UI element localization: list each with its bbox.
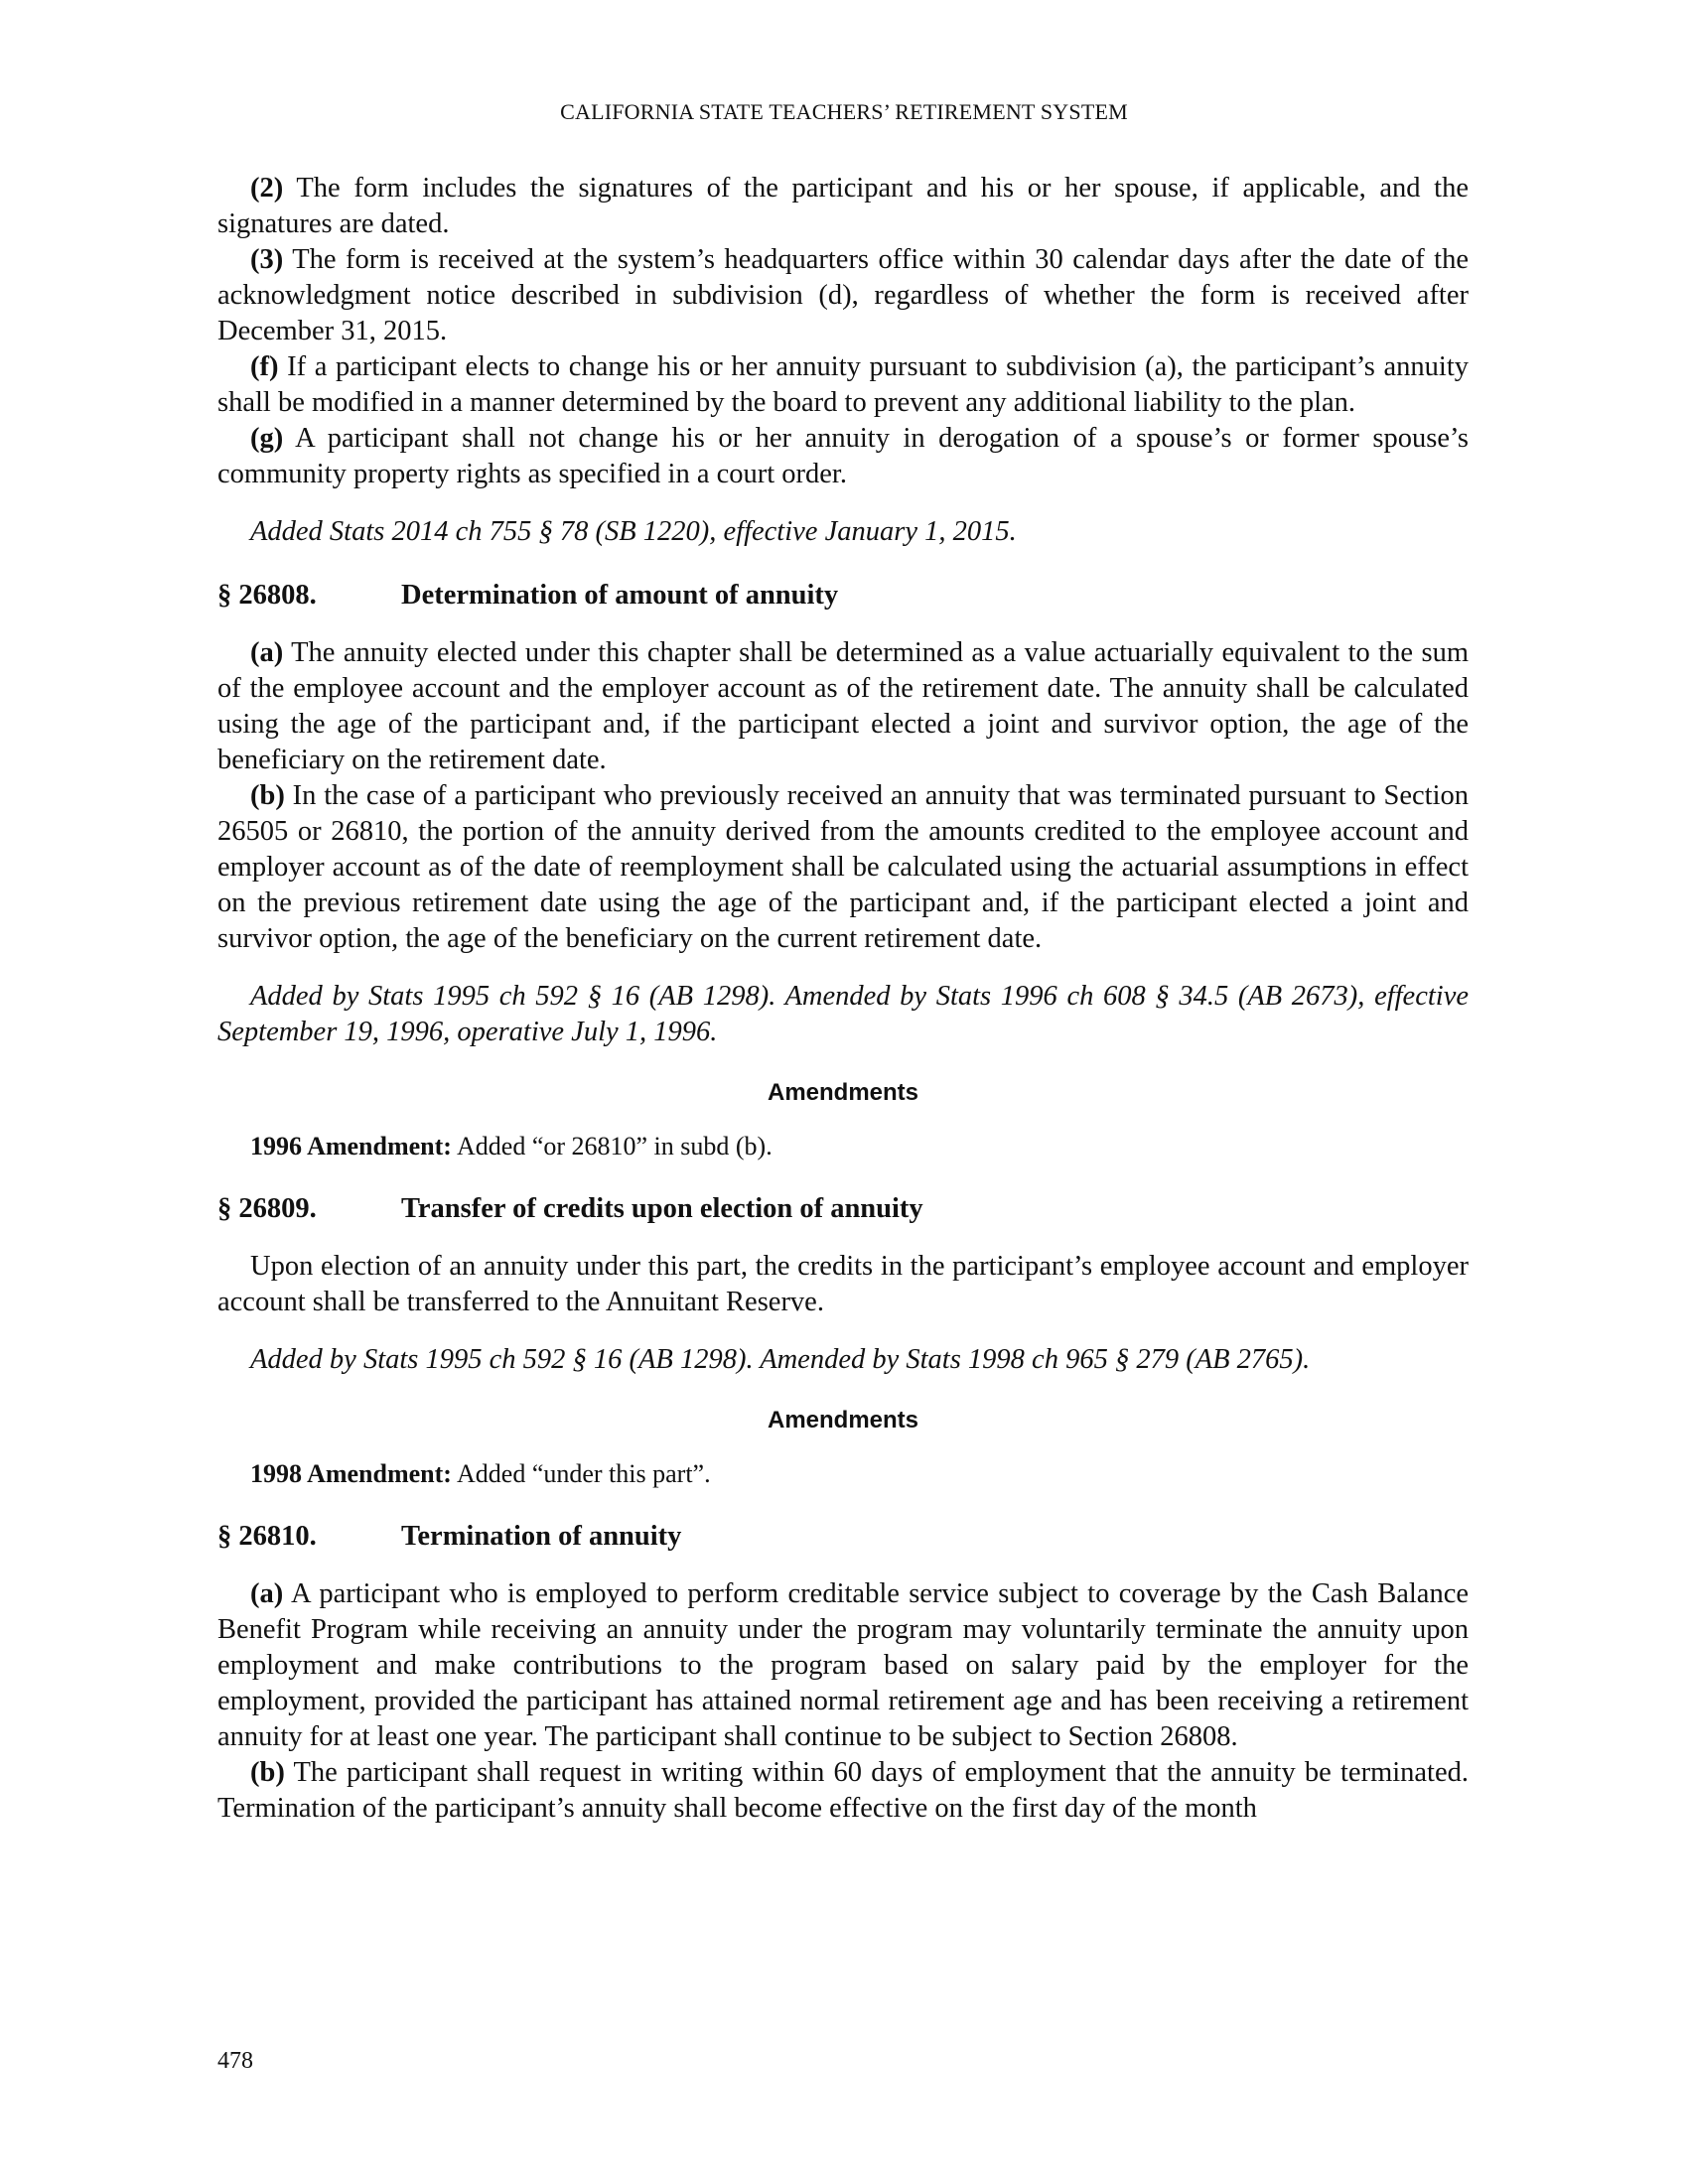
page-content bbox=[217, 171, 1469, 1827]
subdivision-label: (b) bbox=[250, 780, 285, 811]
paragraph-text: The form is received at the system’s headquarters office within 30 calendar days after the date of the acknowledgment notice described in subdivision (d), regardless of whether the form is received after December 31, 2015. bbox=[217, 244, 1469, 346]
paragraph bbox=[217, 778, 1469, 957]
page-number: 478 bbox=[217, 2048, 253, 2074]
subdivision-label: (3) bbox=[250, 244, 284, 275]
amendment-label: 1996 Amendment: bbox=[250, 1132, 452, 1160]
paragraph bbox=[217, 349, 1469, 421]
paragraph-text: The participant shall request in writing within 60 days of employment that the annuity be terminated. Termination of the participant’s annuity shall become effective on the first day of the month bbox=[217, 1757, 1469, 1824]
subdivision-label: (a) bbox=[250, 1578, 284, 1609]
section-number: § 26810. bbox=[217, 1521, 317, 1552]
subdivision-label: (a) bbox=[250, 637, 284, 668]
section-title: Transfer of credits upon election of annuity bbox=[401, 1193, 923, 1224]
paragraph bbox=[217, 1576, 1469, 1755]
paragraph bbox=[217, 242, 1469, 349]
paragraph bbox=[217, 171, 1469, 242]
amendment-text: Added “or 26810” in subd (b). bbox=[451, 1132, 773, 1160]
section-heading bbox=[217, 1519, 1469, 1555]
amendments-heading: Amendments bbox=[767, 1407, 919, 1433]
paragraph-text: A participant shall not change his or her annuity in derogation of a spouse’s or former spouse’s community property rights as specified in a court order. bbox=[217, 423, 1469, 489]
amendment-note bbox=[217, 1457, 1469, 1491]
paragraph-text: In the case of a participant who previously received an annuity that was terminated pursuant to Section 26505 or 26810, the portion of the annuity derived from the amounts credited to the employee account and employer account as of the date of reemployment shall be calculated using the actuarial assumptions in effect on the previous retirement date using the age of the participant and, if the participant elected a joint and survivor option, the age of the beneficiary on the current retirement date. bbox=[217, 780, 1469, 954]
paragraph-text: The annuity elected under this chapter shall be determined as a value actuarially equivalent to the sum of the employee account and the employer account as of the retirement date. The annuity shall be calculated using the age of the participant and, if the participant elected a joint and survivor option, the age of the beneficiary on the retirement date. bbox=[217, 637, 1469, 775]
section-heading bbox=[217, 1191, 1469, 1227]
amendment-note bbox=[217, 1130, 1469, 1163]
section-heading bbox=[217, 578, 1469, 614]
history-note: Added by Stats 1995 ch 592 § 16 (AB 1298). Amended by Stats 1998 ch 965 § 279 (AB 2765). bbox=[250, 1344, 1311, 1375]
subdivision-label: (g) bbox=[250, 423, 284, 454]
amendment-text: Added “under this part”. bbox=[451, 1459, 711, 1488]
paragraph-text: If a participant elects to change his or her annuity pursuant to subdivision (a), the participant’s annuity shall be modified in a manner determined by the board to prevent any additional liability to the plan. bbox=[217, 351, 1469, 418]
paragraph: Upon election of an annuity under this part, the credits in the participant’s employee account and employer account shall be transferred to the Annuitant Reserve. bbox=[217, 1251, 1469, 1317]
paragraph bbox=[217, 421, 1469, 492]
paragraph bbox=[217, 1755, 1469, 1827]
history-note: Added by Stats 1995 ch 592 § 16 (AB 1298). Amended by Stats 1996 ch 608 § 34.5 (AB 2673), effective September 19, 1996, operative July 1, 1996. bbox=[217, 981, 1469, 1047]
paragraph bbox=[217, 635, 1469, 778]
history-note: Added Stats 2014 ch 755 § 78 (SB 1220), effective January 1, 2015. bbox=[250, 516, 1017, 547]
subdivision-label: (f) bbox=[250, 351, 279, 382]
running-header: CALIFORNIA STATE TEACHERS’ RETIREMENT SYSTEM bbox=[560, 99, 1128, 124]
amendment-label: 1998 Amendment: bbox=[250, 1459, 452, 1488]
amendments-heading: Amendments bbox=[767, 1079, 919, 1106]
paragraph-text: The form includes the signatures of the participant and his or her spouse, if applicable, and the signatures are dated. bbox=[217, 173, 1469, 239]
subdivision-label: (2) bbox=[250, 173, 284, 204]
subdivision-label: (b) bbox=[250, 1757, 285, 1788]
section-title: Determination of amount of annuity bbox=[401, 580, 839, 611]
section-number: § 26808. bbox=[217, 580, 317, 611]
paragraph-text: A participant who is employed to perform creditable service subject to coverage by the Cash Balance Benefit Program while receiving an annuity under the program may voluntarily terminate the annuity upon employment and make contributions to the program based on salary paid by the employer for the employment, provided the participant has attained normal retirement age and has been receiving a retirement annuity for at least one year. The participant shall continue to be subject to Section 26808. bbox=[217, 1578, 1469, 1752]
section-number: § 26809. bbox=[217, 1193, 317, 1224]
section-title: Termination of annuity bbox=[401, 1521, 682, 1552]
